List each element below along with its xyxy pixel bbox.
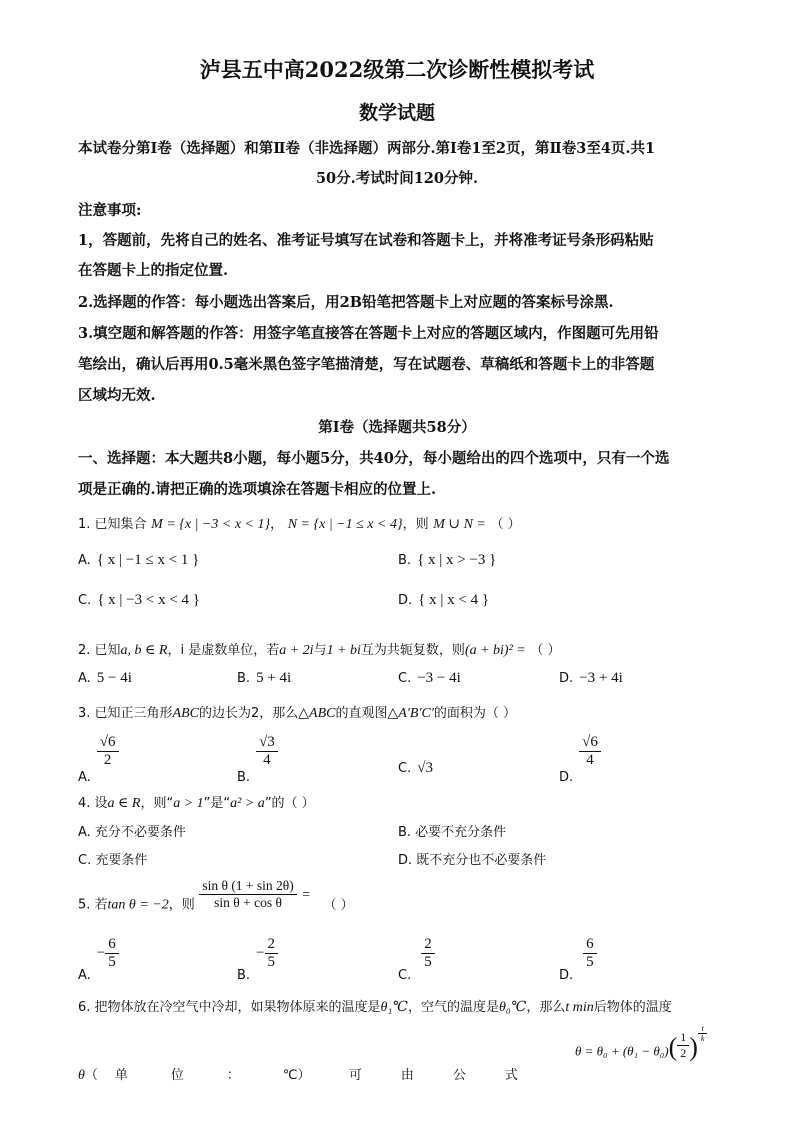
q3-prefix: 3. 已知正三角形 <box>78 706 173 721</box>
q2-b-value: 5 + 4i <box>256 670 292 686</box>
question-6-stem <box>78 996 672 1016</box>
q5-option-a[interactable] <box>78 936 119 983</box>
q2-prefix: 2. 已知 <box>78 643 121 658</box>
q1-b-value: { x | x > −3 } <box>417 552 497 568</box>
q2-option-a[interactable] <box>78 670 132 687</box>
q3-option-c[interactable] <box>398 760 433 777</box>
q3-b-fraction <box>256 734 278 769</box>
note-2: 2.选择题的作答：每小题选出答案后，用2B铅笔把答题卡上对应题的答案标号涂黑. <box>78 294 614 311</box>
q6-tmin: t min <box>565 1000 594 1015</box>
q6-formula <box>575 1024 707 1063</box>
q5-b-label: B. <box>237 968 251 983</box>
q5-c-label: C. <box>398 968 412 983</box>
notes-heading: 注意事项: <box>78 202 142 219</box>
intro-line-1: 本试卷分第Ⅰ卷（选择题）和第Ⅱ卷（非选择题）两部分.第Ⅰ卷1至2页，第Ⅱ卷3至4页.共1 <box>78 140 656 157</box>
q2-option-d[interactable] <box>559 670 623 687</box>
q5-option-c[interactable] <box>398 936 435 983</box>
q5-a-fraction <box>105 936 119 971</box>
q4-cond-2: a² > a <box>230 796 265 811</box>
q3-a-den: 2 <box>103 752 112 768</box>
q6-paren-close: ) <box>689 1032 698 1062</box>
q5-c-fraction <box>421 936 435 971</box>
q2-b-label: B. <box>237 671 251 686</box>
q6-exponent <box>698 1024 708 1043</box>
q1-sep: ， <box>270 517 284 532</box>
q5-a-den: 5 <box>108 954 116 970</box>
q5-b-num: 2 <box>265 936 279 954</box>
q1-option-b[interactable] <box>398 552 496 569</box>
q6-text-2: ，空气的温度是 <box>407 1000 499 1015</box>
q5-blank: （ ） <box>323 897 354 913</box>
note-1a: 1，答题前，先将自己的姓名、准考证号填写在试卷和答题卡上，并将准考证号条形码粘贴 <box>78 232 654 249</box>
q2-text-3: 互为共轭复数，则 <box>360 643 465 658</box>
q5-option-d[interactable] <box>559 936 597 983</box>
note-1b: 在答题卡上的指定位置. <box>78 262 229 279</box>
q1-d-value: { x | x < 4 } <box>418 592 490 608</box>
q3-option-b[interactable] <box>237 734 278 785</box>
q4-option-b[interactable]: B. 必要不充分条件 <box>398 825 507 840</box>
q2-expr-2: 1 + bi <box>326 643 361 658</box>
q6-text-3: ，那么 <box>526 1000 566 1015</box>
section-title: 第Ⅰ卷（选择题共58分） <box>318 419 476 436</box>
q6-word-4: ： <box>226 1068 240 1083</box>
q6-exp-den: k <box>700 1034 705 1043</box>
q6-theta1: θ₁℃ <box>380 1000 408 1015</box>
q3-a-label: A. <box>78 770 91 785</box>
q6-text-4: 后物体的温度 <box>593 1000 672 1015</box>
q4-option-a[interactable]: A. 充分不必要条件 <box>78 825 186 840</box>
q4-prefix: 4. 设 <box>78 796 108 811</box>
q6-half-den: 2 <box>680 1046 687 1060</box>
q5-c-num: 2 <box>421 936 435 954</box>
q2-option-b[interactable] <box>237 670 291 687</box>
q2-c-value: −3 − 4i <box>417 670 461 686</box>
q5-a-label: A. <box>78 968 91 983</box>
q6-spaced-line <box>78 1064 535 1084</box>
q2-expr-1: a + 2i <box>279 643 314 658</box>
q5-c-den: 5 <box>424 954 432 970</box>
q5-d-num: 6 <box>583 936 597 954</box>
q2-text-1: ，i 是虚数单位，若 <box>167 643 280 658</box>
q5-a-num: 6 <box>105 936 119 954</box>
q5-a-sign: − <box>96 945 106 961</box>
q5-b-den: 5 <box>267 954 276 970</box>
q1-c-value: { x | −3 < x < 4 } <box>97 592 200 608</box>
q3-d-num: √6 <box>579 734 601 752</box>
q2-a-label: A. <box>78 671 91 686</box>
q3-abc2: △ABC <box>298 706 336 721</box>
q4-option-c[interactable]: C. 充要条件 <box>78 853 148 868</box>
q2-text-2: 与 <box>313 643 327 658</box>
q4-text-3: ”的（ ） <box>264 796 315 811</box>
note-3c: 区域均无效. <box>78 387 156 404</box>
q3-b-label: B. <box>237 770 251 785</box>
question-2-stem <box>78 639 561 659</box>
q1-option-d[interactable] <box>398 592 489 609</box>
q6-word-5: ℃） <box>282 1068 311 1083</box>
q5-expression <box>199 878 296 911</box>
q6-word-1: （ <box>84 1068 98 1083</box>
section-instruction-a: 一、选择题：本大题共8小题，每小题5分，共40分，每小题给出的四个选项中，只有一个选 <box>78 450 670 467</box>
question-5-stem <box>78 878 354 914</box>
q6-word-8: 公 <box>452 1068 466 1083</box>
q1-set-n: N = {x | −1 ≤ x < 4} <box>287 517 403 532</box>
q2-ab: a, b ∈ R <box>120 643 168 658</box>
q4-text-1: ，则“ <box>140 796 174 811</box>
q3-text-1: 的边长为2，那么 <box>199 706 299 721</box>
q5-condition: tan θ = −2 <box>107 897 169 913</box>
q5-b-sign: − <box>256 945 265 961</box>
q5-numerator: sin θ (1 + sin 2θ) <box>199 878 296 895</box>
q6-word-3: 位 <box>170 1068 184 1083</box>
q3-option-a[interactable] <box>78 734 119 785</box>
q1-a-label: A. <box>78 553 91 568</box>
q6-word-9: 式 <box>504 1068 518 1083</box>
note-3b: 笔绘出，确认后再用0.5毫米黑色签字笔描清楚，写在试题卷、草稿纸和答题卡上的非答题 <box>78 356 655 373</box>
q3-c-label: C. <box>398 761 412 776</box>
q5-prefix: 5. 若 <box>78 897 108 913</box>
q5-option-b[interactable] <box>237 936 278 983</box>
q6-word-2: 单 <box>114 1068 128 1083</box>
q5-denominator: sin θ + cos θ <box>214 895 282 910</box>
q5-d-label: D. <box>559 968 574 983</box>
q3-abc: ABC <box>172 706 199 721</box>
q3-d-den: 4 <box>586 752 594 768</box>
q1-d-label: D. <box>398 593 413 608</box>
question-4-stem <box>78 792 315 812</box>
q3-d-fraction <box>579 734 601 769</box>
q3-text-3: 的面积为（ ） <box>433 706 517 721</box>
subject-title: 数学试题 <box>358 102 435 124</box>
q2-option-c[interactable] <box>398 670 461 687</box>
q4-a-in-r: a ∈ R <box>107 796 141 811</box>
q1-blank: （ ） <box>490 517 521 532</box>
q1-mid: ，则 <box>402 517 429 532</box>
q6-text-1: 6. 把物体放在冷空气中冷却，如果物体原来的温度是 <box>78 1000 381 1015</box>
q3-b-num: √3 <box>256 734 278 752</box>
question-1-stem <box>78 513 521 533</box>
q5-d-den: 5 <box>586 954 594 970</box>
q6-word-7: 由 <box>400 1068 414 1083</box>
q2-d-value: −3 + 4i <box>579 670 623 686</box>
q1-option-a[interactable] <box>78 552 199 569</box>
q4-text-2: ”是“ <box>203 796 231 811</box>
q2-a-value: 5 − 4i <box>96 670 132 686</box>
q2-d-label: D. <box>559 671 574 686</box>
q4-option-d[interactable]: D. 既不充分也不必要条件 <box>398 853 547 868</box>
q1-c-label: C. <box>78 593 92 608</box>
q6-theta: θ <box>78 1068 85 1083</box>
q2-blank: （ ） <box>530 643 561 658</box>
q6-paren-open: ( <box>668 1032 678 1062</box>
q2-c-label: C. <box>398 671 412 686</box>
q6-half <box>677 1030 689 1061</box>
q1-b-label: B. <box>398 553 412 568</box>
exam-title: 泸县五中高2022级第二次诊断性模拟考试 <box>199 57 595 82</box>
q1-a-value: { x | −1 ≤ x < 1 } <box>96 552 200 568</box>
q6-theta0: θ₀℃ <box>498 1000 527 1015</box>
q1-prefix: 1. 已知集合 <box>78 517 147 532</box>
q3-a-num: √6 <box>97 734 119 752</box>
q1-expr: M ∪ N = <box>433 517 486 532</box>
q1-option-c[interactable] <box>78 592 200 609</box>
q3-c-value: √3 <box>417 760 433 776</box>
q3-b-den: 4 <box>263 752 271 768</box>
q6-word-6: 可 <box>348 1068 362 1083</box>
q5-d-fraction <box>583 936 597 971</box>
q6-half-num: 1 <box>677 1030 689 1046</box>
section-instruction-b: 项是正确的.请把正确的选项填涂在答题卡相应的位置上. <box>78 481 437 498</box>
q3-option-d[interactable] <box>559 734 601 785</box>
q5-b-fraction <box>265 936 279 971</box>
q5-equals: = <box>301 887 311 903</box>
q6-formula-left: θ = θ₀ + (θ₁ − θ₀) <box>575 1043 669 1059</box>
question-3-stem <box>78 702 516 722</box>
q5-text-1: ，则 <box>168 897 195 913</box>
note-3a: 3.填空题和解答题的作答：用签字笔直接答在答题卡上对应的答题区域内，作图题可先用铅 <box>78 325 659 342</box>
q3-a-fraction <box>97 734 119 769</box>
q3-text-2: 的直观图 <box>335 706 388 721</box>
q4-cond-1: a > 1 <box>173 796 204 811</box>
q3-d-label: D. <box>559 770 574 785</box>
q2-expr-3: (a + bi)² = <box>464 643 526 658</box>
q6-exp-num: t <box>698 1024 708 1034</box>
q1-set-m: M = {x | −3 < x < 1} <box>151 517 271 532</box>
q3-abc3: △A′B′C′ <box>387 706 434 721</box>
intro-line-2: 50分.考试时间120分钟. <box>315 170 479 187</box>
